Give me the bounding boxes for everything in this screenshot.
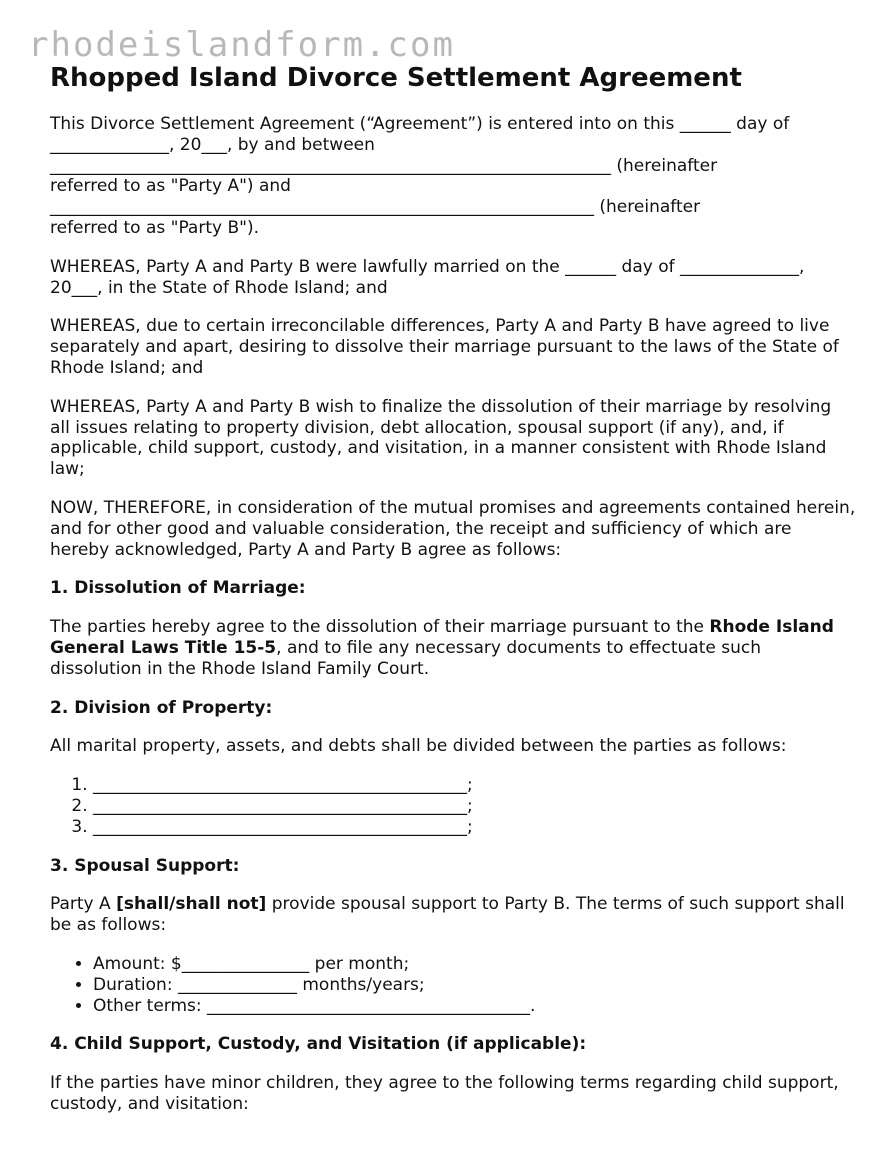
intro-line: __________________________________________________________________ (hereinafter <box>50 155 718 176</box>
whereas-line: WHEREAS, Party A and Party B were lawfully married on the ______ day of ______________, <box>50 256 805 277</box>
support-term-item: • Amount: $_______________ per month; <box>93 954 856 975</box>
section-1-text-end: , and to file any necessary documents to effectuate such dissolution in the Rhode Island Family Court. <box>50 637 761 679</box>
now-therefore-paragraph: NOW, THEREFORE, in consideration of the mutual promises and agreements contained herein, and for other good and valuable consideration, the receipt and sufficiency of which are hereby acknowledged, Party A and Party B agree as follows: <box>50 497 856 560</box>
property-item: 1. ____________________________________________; <box>93 775 856 796</box>
intro-line: referred to as "Party A") and <box>50 176 291 197</box>
support-term-item: • Duration: ______________ months/years; <box>93 975 856 996</box>
whereas-line: 20___, in the State of Rhode Island; and <box>50 277 388 298</box>
section-2-text: All marital property, assets, and debts shall be divided between the parties as follows: <box>50 736 787 757</box>
property-item: 3. ____________________________________________; <box>93 817 856 838</box>
watermark: rhodeislandform.com <box>28 25 455 65</box>
intro-line: ________________________________________________________________ (hereinafter <box>50 197 701 218</box>
section-4-text: If the parties have minor children, they agree to the following terms regarding child support, custody, and visitation: <box>50 1073 839 1114</box>
whereas-married-paragraph <box>50 257 856 299</box>
section-4-heading: 4. Child Support, Custody, and Visitation (if applicable): <box>50 1034 587 1055</box>
section-3-text <box>50 894 856 936</box>
whereas-differences-paragraph: WHEREAS, due to certain irreconcilable differences, Party A and Party B have agreed to live separately and apart, desiring to dissolve their marriage pursuant to the laws of the State of Rhode Island; and <box>50 316 839 378</box>
section-3-choice: [shall/shall not] <box>116 894 267 915</box>
whereas-finalize-paragraph: WHEREAS, Party A and Party B wish to finalize the dissolution of their marriage by resolving all issues relating to property division, debt allocation, spousal support (if any), and, if applicable, child support, custody, and visitation, in a manner consistent with Rhode Island law; <box>50 396 832 480</box>
document-page <box>50 60 856 1115</box>
section-3-heading: 3. Spousal Support: <box>50 855 240 876</box>
spousal-support-list <box>50 954 856 1016</box>
section-3-text-end: provide spousal support to Party B. The terms of such support shall be as follows: <box>50 894 845 936</box>
intro-paragraph <box>50 114 856 239</box>
intro-line: This Divorce Settlement Agreement (“Agreement”) is entered into on this ______ day of <box>50 114 790 134</box>
document-title: Rhopped Island Divorce Settlement Agreement <box>50 63 742 93</box>
intro-line: ______________, 20___, by and between <box>50 134 375 155</box>
section-1-heading: 1. Dissolution of Marriage: <box>50 578 306 599</box>
section-2-heading: 2. Division of Property: <box>50 697 273 718</box>
property-list <box>50 775 856 837</box>
property-item: 2. ____________________________________________; <box>93 796 856 817</box>
section-1-text <box>50 617 856 679</box>
section-1-law-reference: Rhode Island General Laws Title 15-5 <box>50 617 834 658</box>
section-3-text-start: Party A <box>50 894 117 915</box>
section-1-text-start: The parties hereby agree to the dissolution of their marriage pursuant to the <box>50 617 710 638</box>
support-term-item: • Other terms: ______________________________________. <box>93 996 856 1017</box>
intro-line: referred to as "Party B"). <box>50 217 259 238</box>
